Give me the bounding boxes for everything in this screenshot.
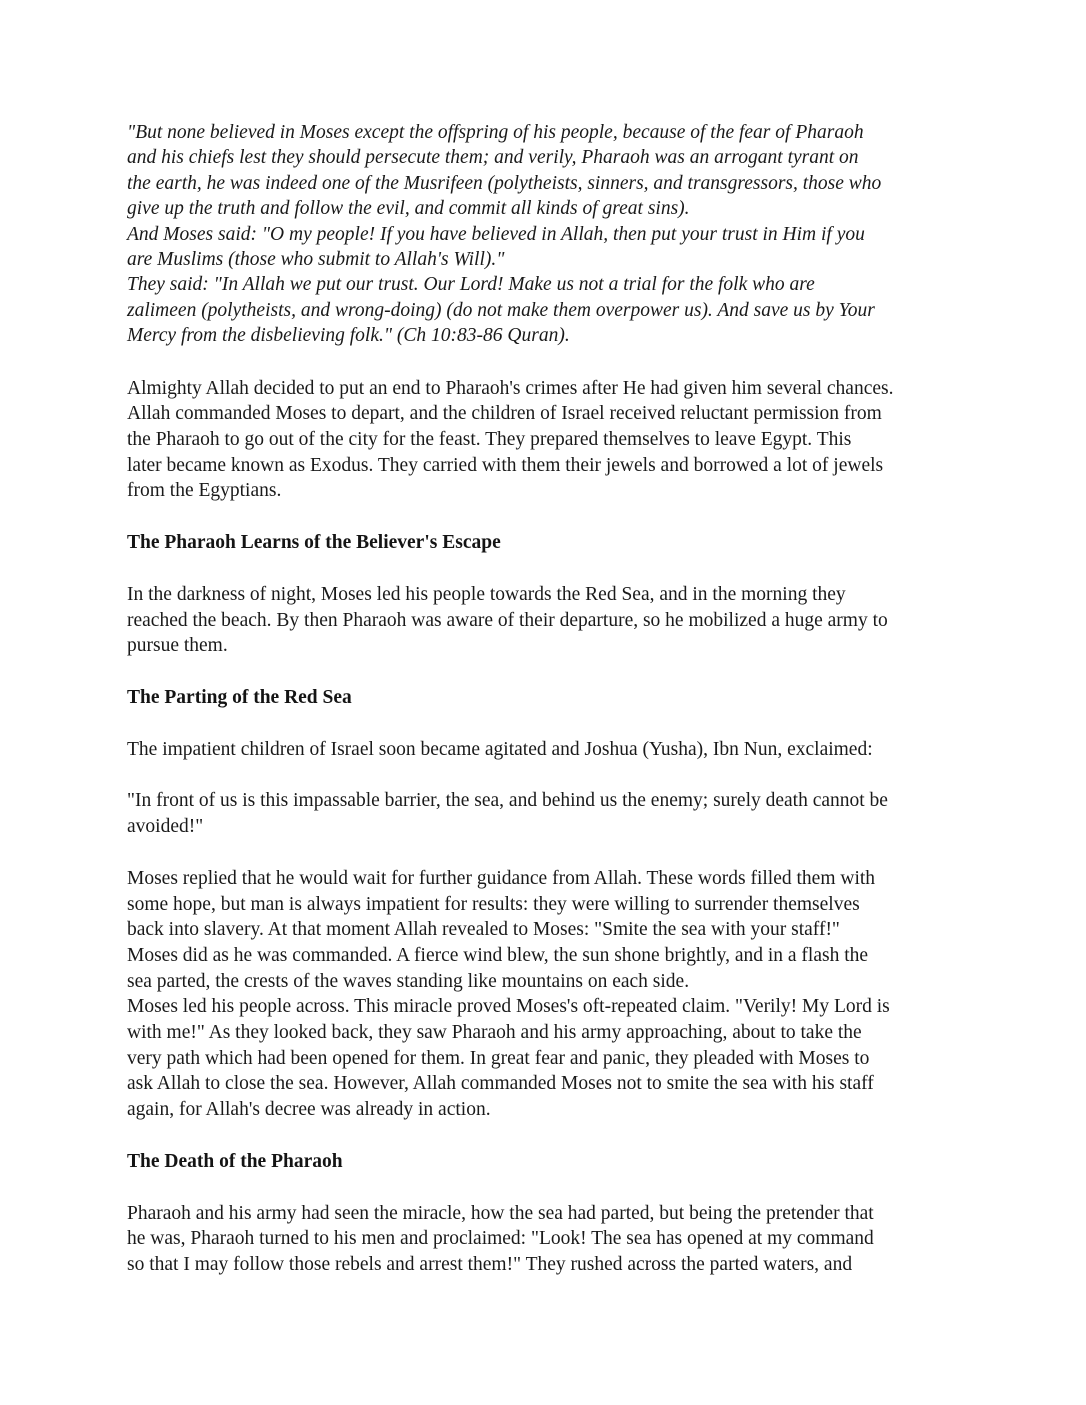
paragraph-line: avoided!" <box>127 816 204 838</box>
heading-death-of-pharaoh: The Death of the Pharaoh <box>127 1150 343 1172</box>
paragraph-line: later became known as Exodus. They carried with them their jewels and borrowed a lot of jewels <box>127 454 884 476</box>
paragraph-line: "In front of us is this impassable barrier, the sea, and behind us the enemy; surely death cannot be <box>127 790 888 812</box>
quote-line: Mercy from the disbelieving folk." (Ch 10:83-86 Quran). <box>127 325 570 347</box>
paragraph-line: Almighty Allah decided to put an end to Pharaoh's crimes after He had given him several chances. <box>127 377 894 399</box>
paragraph-line: some hope, but man is always impatient for results: they were willing to surrender themselves <box>127 893 860 915</box>
quote-line: and his chiefs lest they should persecute them; and verily, Pharaoh was an arrogant tyrant on <box>127 147 859 169</box>
paragraph-line: pursue them. <box>127 635 228 657</box>
paragraph-line: Moses replied that he would wait for further guidance from Allah. These words filled them with <box>127 867 876 889</box>
paragraph-line: the Pharaoh to go out of the city for the feast. They prepared themselves to leave Egypt. This <box>127 429 852 451</box>
paragraph-line: very path which had been opened for them. In great fear and panic, they pleaded with Moses to <box>127 1047 870 1069</box>
paragraph-death <box>127 1201 957 1278</box>
quote-line: give up the truth and follow the evil, and commit all kinds of great sins). <box>127 198 690 220</box>
paragraph-line: with me!" As they looked back, they saw Pharaoh and his army approaching, about to take the <box>127 1022 862 1044</box>
paragraph-escape <box>127 582 957 659</box>
paragraph-line: he was, Pharaoh turned to his men and proclaimed: "Look! The sea has opened at my command <box>127 1228 874 1250</box>
paragraph-line: In the darkness of night, Moses led his people towards the Red Sea, and in the morning they <box>127 583 846 605</box>
paragraph-line: again, for Allah's decree was already in action. <box>127 1099 491 1121</box>
paragraph-line: The impatient children of Israel soon became agitated and Joshua (Yusha), Ibn Nun, exclaimed: <box>127 738 873 760</box>
quote-line: And Moses said: "O my people! If you have believed in Allah, then put your trust in Him if you <box>127 223 865 245</box>
paragraph-line: Moses did as he was commanded. A fierce wind blew, the sun shone brightly, and in a flash the <box>127 944 869 966</box>
paragraph-exodus <box>127 376 957 505</box>
paragraph-line: Pharaoh and his army had seen the miracle, how the sea had parted, but being the pretender that <box>127 1202 874 1224</box>
paragraph-miracle <box>127 866 957 1123</box>
heading-parting-red-sea: The Parting of the Red Sea <box>127 686 352 708</box>
quote-line: "But none believed in Moses except the offspring of his people, because of the fear of Pharaoh <box>127 122 864 143</box>
paragraph-line: ask Allah to close the sea. However, Allah commanded Moses not to smite the sea with his staff <box>127 1073 874 1095</box>
paragraph-line: Moses led his people across. This miracle proved Moses's oft-repeated claim. "Verily! My Lord is <box>127 996 890 1018</box>
quote-line: are Muslims (those who submit to Allah's Will)." <box>127 249 505 271</box>
paragraph-line: so that I may follow those rebels and arrest them!" They rushed across the parted waters, and <box>127 1253 853 1275</box>
paragraph-joshua <box>127 737 957 763</box>
paragraph-line: reached the beach. By then Pharaoh was aware of their departure, so he mobilized a huge army to <box>127 609 888 631</box>
paragraph-joshua-quote <box>127 788 957 839</box>
scripture-quote-block <box>127 120 957 349</box>
quote-line: They said: "In Allah we put our trust. Our Lord! Make us not a trial for the folk who are <box>127 274 815 296</box>
quote-line: zalimeen (polytheists, and wrong-doing) (do not make them overpower us). And save us by Your <box>127 299 875 321</box>
paragraph-line: back into slavery. At that moment Allah revealed to Moses: "Smite the sea with your staff!" <box>127 919 840 941</box>
document-body <box>127 120 957 1304</box>
paragraph-line: sea parted, the crests of the waves standing like mountains on each side. <box>127 970 690 992</box>
paragraph-line: Allah commanded Moses to depart, and the children of Israel received reluctant permission from <box>127 403 882 425</box>
heading-pharaoh-learns-escape: The Pharaoh Learns of the Believer's Escape <box>127 532 501 554</box>
quote-line: the earth, he was indeed one of the Musrifeen (polytheists, sinners, and transgressors, those who <box>127 172 882 194</box>
paragraph-line: from the Egyptians. <box>127 480 282 502</box>
